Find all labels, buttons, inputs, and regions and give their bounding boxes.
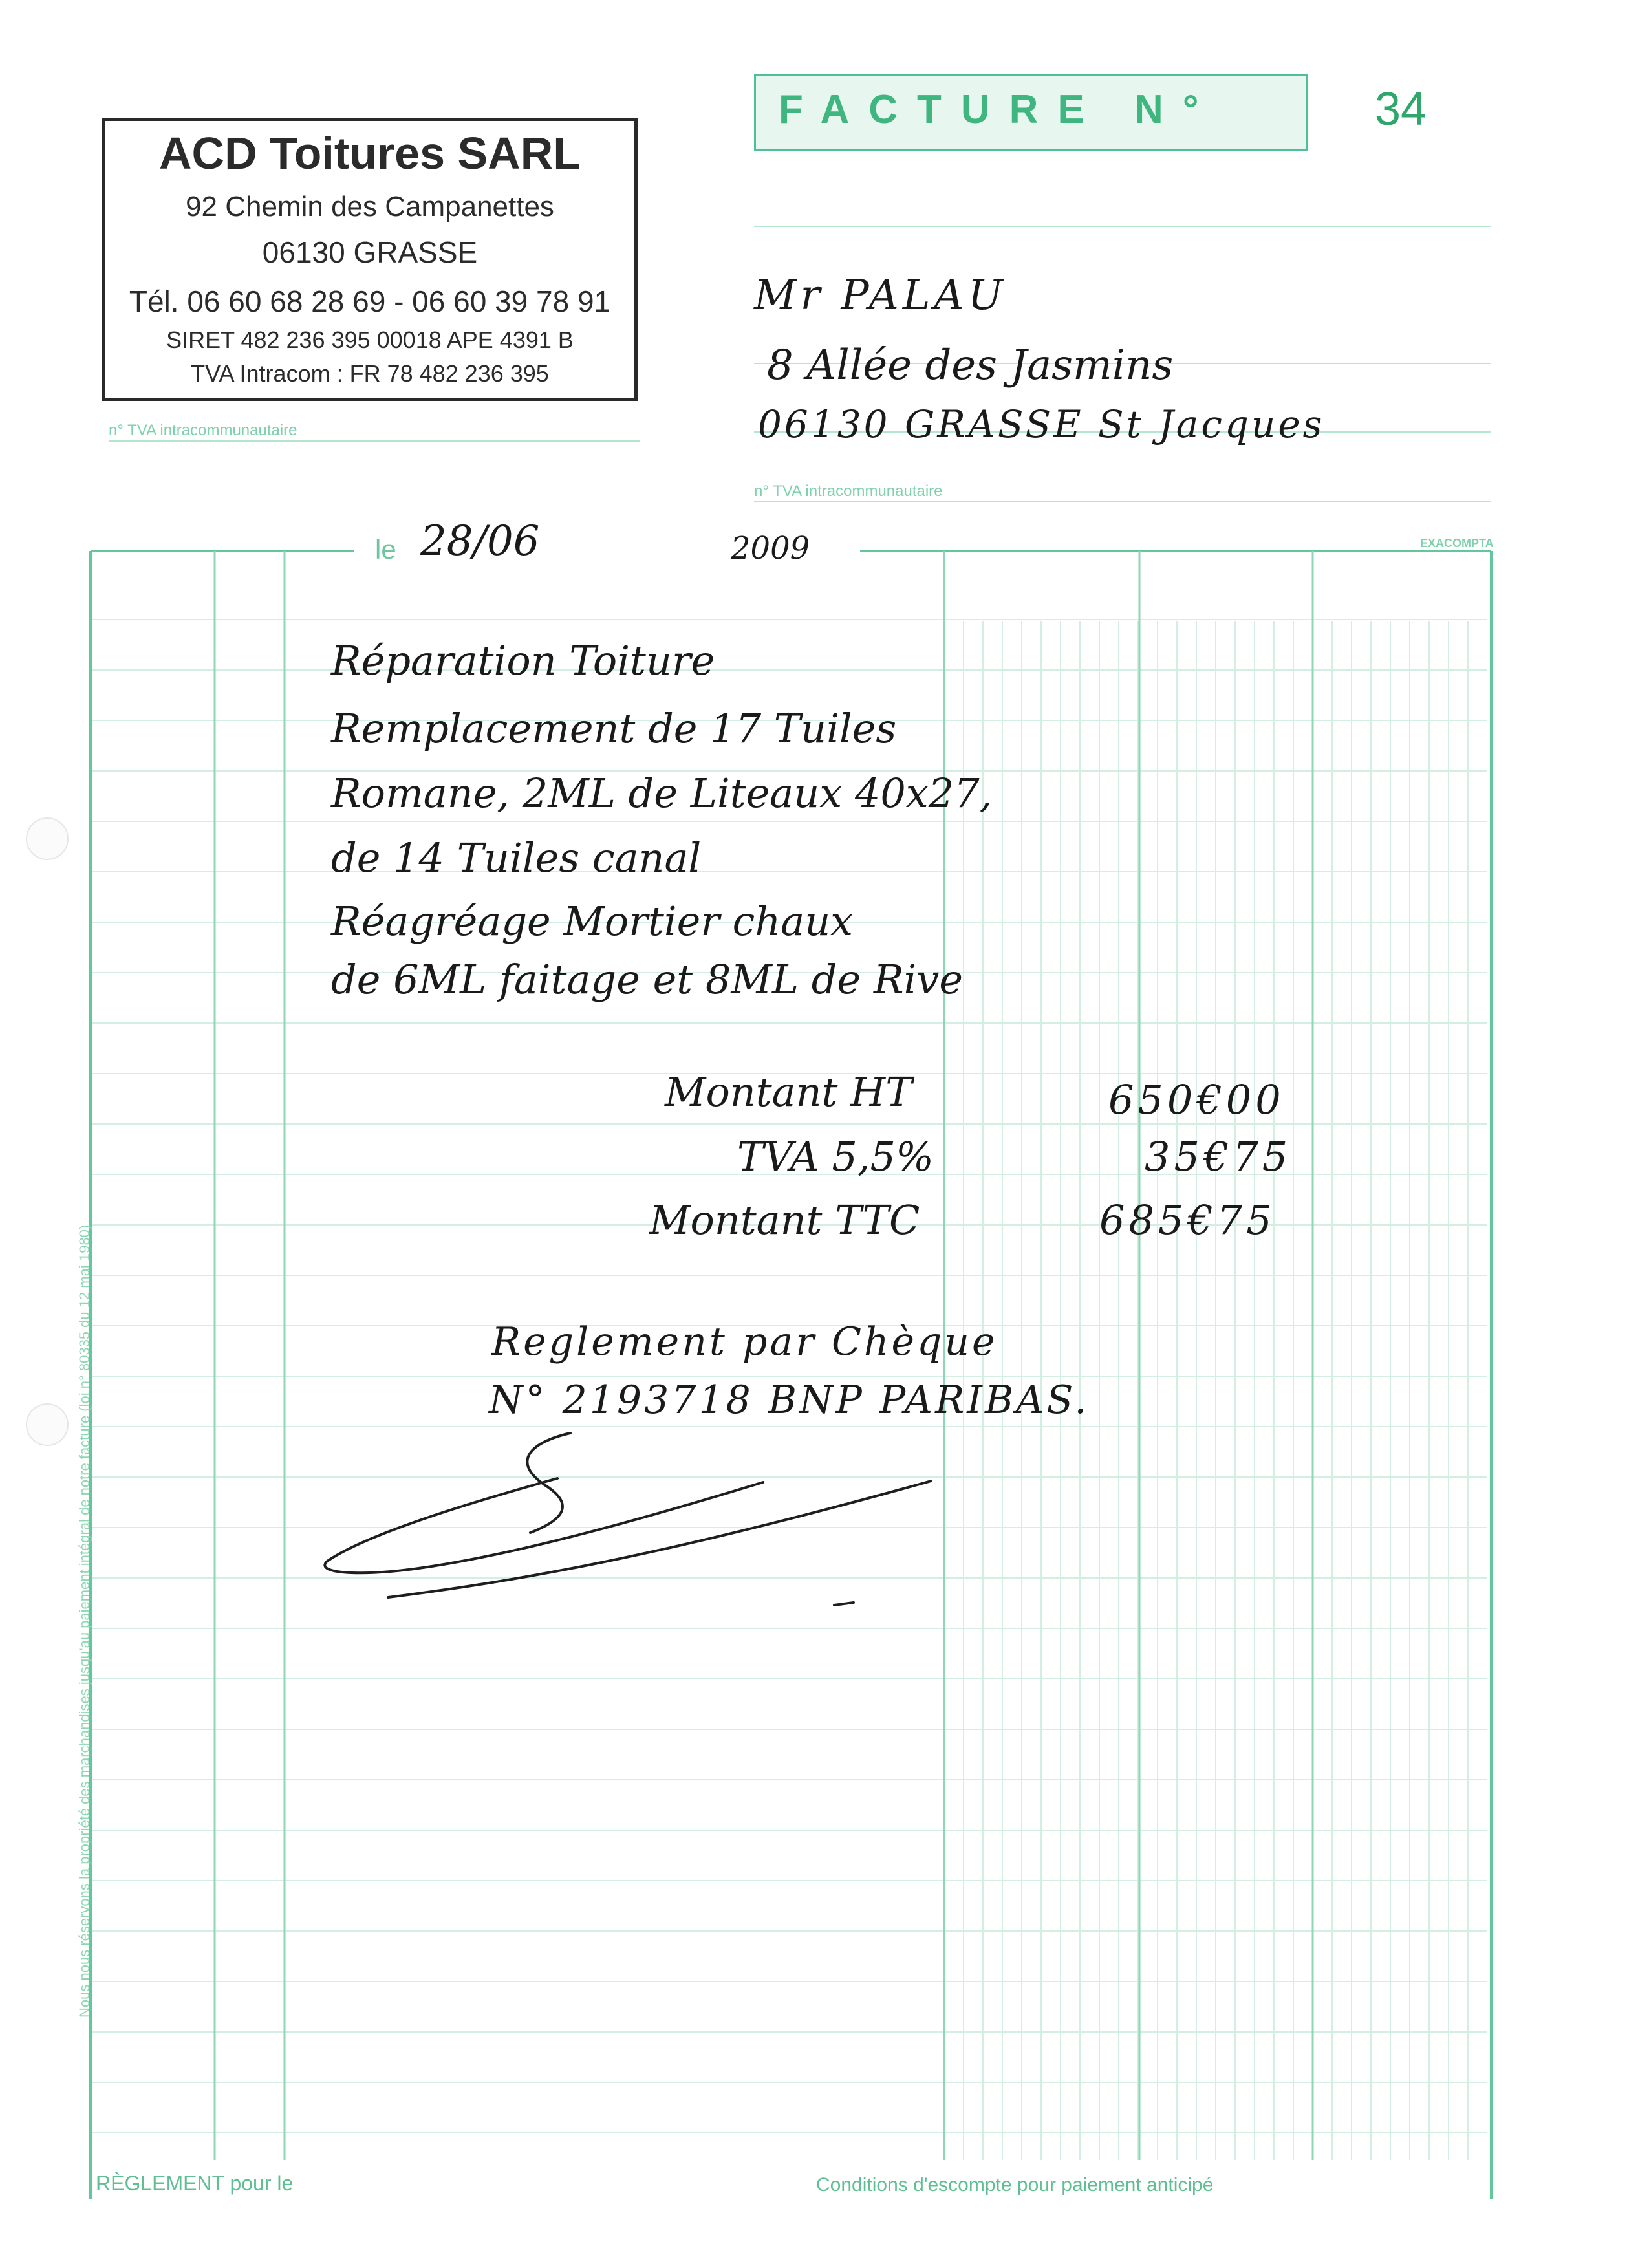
total-ttc-value: 685€75 [1099,1196,1276,1244]
date-prefix: le [375,534,396,565]
discount-conditions-label: Conditions d'escompte pour paiement anticipé [816,2174,1214,2196]
signature [317,1423,951,1617]
invoice-number: 34 [1374,83,1427,135]
total-tva-value: 35€75 [1145,1133,1292,1180]
retention-clause: Nous nous réservons la propriété des marchandises jusqu'au paiement intégral de notre facture (loi n° 80335 du 12 mai 1980) [76,1224,92,2018]
client-street: 8 Allée des Jasmins [767,341,1174,389]
total-tva-label: TVA 5,5% [737,1133,934,1180]
invoice-label: FACTURE N° [779,87,1218,132]
client-city: 06130 GRASSE St Jacques [758,402,1325,446]
client-name: Mr PALAU [754,272,1007,319]
payment-line-2: N° 2193718 BNP PARIBAS. [489,1377,1090,1423]
vat-label-left: n° TVA intracommunautaire [109,422,297,439]
company-phone: Tél. 06 60 68 28 69 - 06 60 39 78 91 [129,285,611,318]
punch-hole-top [26,817,69,860]
description-line: de 6ML faitage et 8ML de Rive [331,956,964,1003]
total-ht-label: Montant HT [665,1068,912,1116]
description-line: Romane, 2ML de Liteaux 40x27, [331,770,993,817]
company-street: 92 Chemin des Campanettes [186,191,554,222]
date-year: 2009 [731,530,810,567]
description-line: de 14 Tuiles canal [331,834,702,881]
payment-due-label: RÈGLEMENT pour le [96,2172,294,2195]
punch-hole-bottom [26,1403,69,1446]
total-ht-value: 650€00 [1108,1076,1285,1123]
company-city: 06130 GRASSE [262,235,478,269]
payment-line-1: Reglement par Chèque [491,1319,998,1365]
company-stamp [102,118,638,401]
total-ttc-label: Montant TTC [649,1196,920,1244]
vat-label-right: n° TVA intracommunautaire [754,482,943,500]
company-vat: TVA Intracom : FR 78 482 236 395 [191,360,549,387]
brand-mark: EXACOMPTA [1420,537,1494,550]
date-day-month: 28/06 [420,517,540,565]
company-siret: SIRET 482 236 395 00018 APE 4391 B [166,327,574,353]
company-name: ACD Toitures SARL [158,128,581,178]
description-line: Réparation Toiture [331,637,715,684]
description-line: Réagréage Mortier chaux [331,898,854,945]
description-line: Remplacement de 17 Tuiles [331,705,897,752]
